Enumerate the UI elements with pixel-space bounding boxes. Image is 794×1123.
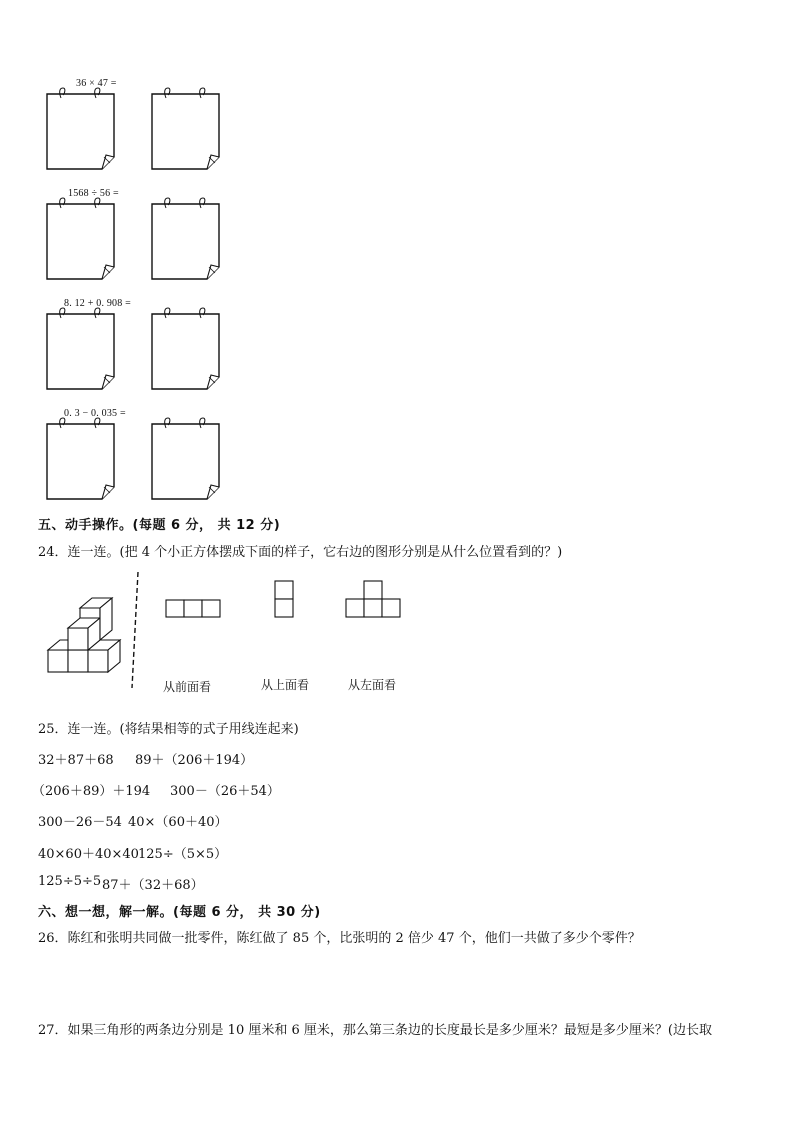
- calc-pad-4-2: [151, 417, 223, 501]
- label-front-view: 从前面看: [163, 680, 212, 694]
- calc-expression-4: 0. 3 − 0. 035 =: [64, 408, 126, 419]
- q25-left-expr-3: 300－26－54: [38, 815, 122, 830]
- calc-pad-1-2: [151, 87, 223, 171]
- cube-stack-drawing: [48, 598, 120, 672]
- q25-left-expr-5: 125÷5÷5: [38, 874, 102, 889]
- question-24-text: 24．连一连。(把 4 个小正方体摆成下面的样子，它右边的图形分别是从什么位置看到的？): [38, 545, 563, 560]
- calc-pad-3-1: [46, 307, 118, 391]
- label-left-view: 从左面看: [348, 678, 397, 692]
- q25-left-expr-2: （206＋89）＋194: [32, 784, 151, 799]
- view-left: [346, 581, 400, 617]
- q25-right-expr-3: 40×（60＋40）: [128, 815, 228, 830]
- calc-expression-2: 1568 ÷ 56 =: [68, 188, 119, 199]
- q25-right-expr-1: 89＋（206＋194）: [135, 753, 254, 768]
- q25-right-expr-5: 87＋（32＋68）: [102, 878, 204, 893]
- q25-left-expr-1: 32＋87＋68: [38, 753, 114, 768]
- q25-right-expr-4: 125÷（5×5）: [138, 847, 228, 862]
- calc-pad-1-1: [46, 87, 118, 171]
- question-25-text: 25．连一连。(将结果相等的式子用线连起来): [38, 722, 299, 737]
- calc-expression-1: 36 × 47 =: [76, 78, 117, 89]
- view-front: [166, 600, 220, 617]
- question-27-text: 27．如果三角形的两条边分别是 10 厘米和 6 厘米，那么第三条边的长度最长是多少厘米？最短是多少厘米？(边长取: [38, 1023, 712, 1038]
- section-5-heading: 五、动手操作。(每题 6 分， 共 12 分): [38, 518, 281, 533]
- question-26-text: 26．陈红和张明共同做一批零件，陈红做了 85 个，比张明的 2 倍少 47 个，他们一共做了多少个零件？: [38, 931, 641, 946]
- q25-right-expr-2: 300－（26＋54）: [170, 784, 280, 799]
- section-6-heading: 六、想一想，解一解。(每题 6 分， 共 30 分): [38, 905, 321, 920]
- calc-pad-2-2: [151, 197, 223, 281]
- calc-expression-3: 8. 12 + 0. 908 =: [64, 298, 131, 309]
- label-top-view: 从上面看: [261, 678, 310, 692]
- view-top: [275, 581, 293, 617]
- calc-pad-4-1: [46, 417, 118, 501]
- calc-pad-2-1: [46, 197, 118, 281]
- q25-left-expr-4: 40×60＋40×40: [38, 847, 139, 862]
- calc-pad-3-2: [151, 307, 223, 391]
- dashed-divider: [132, 572, 138, 688]
